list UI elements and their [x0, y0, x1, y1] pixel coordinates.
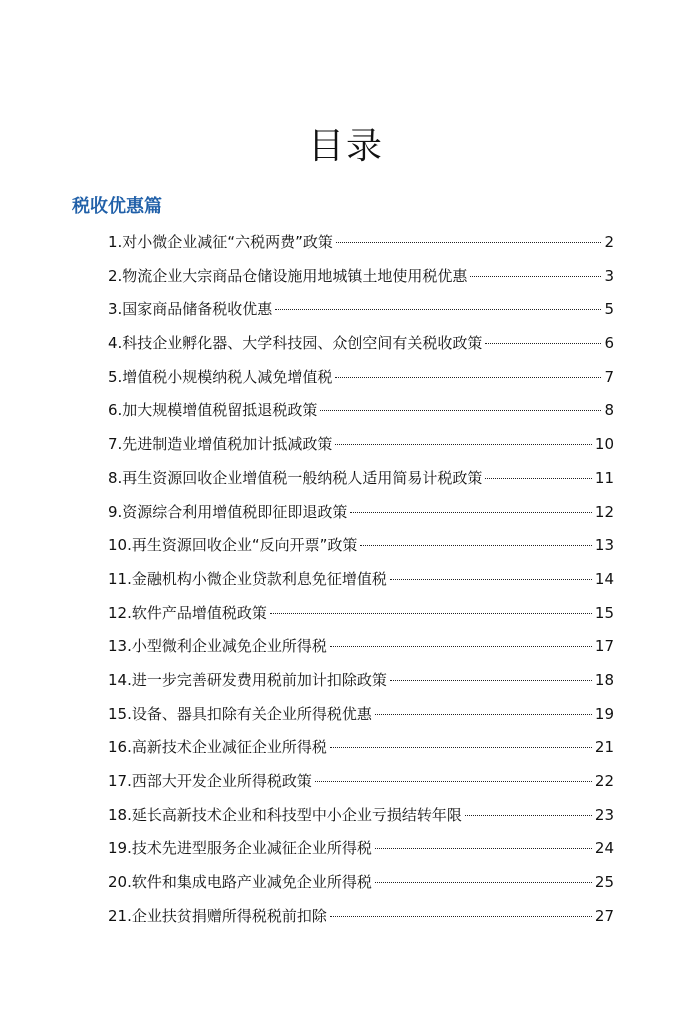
toc-leader-dots — [330, 916, 592, 917]
toc-entry[interactable] — [108, 799, 614, 833]
toc-entry-title: 6.加大规模增值税留抵退税政策 — [108, 401, 318, 420]
toc-leader-dots — [320, 410, 601, 411]
toc-leader-dots — [330, 646, 592, 647]
toc-entry-title: 1.对小微企业减征“六税两费”政策 — [108, 233, 333, 251]
toc-entry-title: 7.先进制造业增值税加计抵减政策 — [108, 435, 333, 454]
toc-leader-dots — [270, 613, 592, 614]
toc-entry[interactable] — [108, 529, 614, 563]
toc-entry-title: 8.再生资源回收企业增值税一般纳税人适用简易计税政策 — [108, 468, 483, 487]
toc-page-number: 2 — [604, 233, 614, 251]
toc-page-number: 11 — [594, 468, 614, 487]
toc-page-number: 23 — [594, 805, 614, 824]
toc-page-number: 8 — [604, 401, 614, 420]
toc-entry[interactable] — [108, 462, 614, 496]
toc-leader-dots — [485, 478, 592, 479]
toc-leader-dots — [375, 882, 592, 883]
toc-entry[interactable] — [108, 361, 614, 395]
toc-entry-title: 16.高新技术企业减征企业所得税 — [108, 738, 327, 757]
toc-entry[interactable] — [108, 630, 614, 664]
toc-leader-dots — [390, 680, 592, 681]
toc-entry-title: 5.增值税小规模纳税人减免增值税 — [108, 367, 333, 386]
toc-page-number: 19 — [594, 704, 614, 723]
toc-entry[interactable] — [108, 731, 614, 765]
toc-entry[interactable] — [108, 226, 614, 260]
toc-entry[interactable] — [108, 866, 614, 900]
toc-list — [108, 226, 614, 933]
toc-entry-title: 2.物流企业大宗商品仓储设施用地城镇土地使用税优惠 — [108, 266, 468, 285]
toc-page-number: 25 — [594, 873, 614, 892]
toc-page-number: 7 — [604, 367, 614, 386]
toc-leader-dots — [485, 343, 601, 344]
toc-entry-title: 14.进一步完善研发费用税前加计扣除政策 — [108, 670, 387, 689]
toc-entry-title: 12.软件产品增值税政策 — [108, 603, 267, 622]
toc-entry[interactable] — [108, 597, 614, 631]
toc-entry-title: 4.科技企业孵化器、大学科技园、众创空间有关税收政策 — [108, 334, 483, 353]
toc-page-number: 14 — [594, 569, 614, 588]
toc-page-number: 3 — [604, 266, 614, 285]
toc-leader-dots — [315, 781, 592, 782]
toc-page-number: 5 — [604, 300, 614, 319]
toc-entry[interactable] — [108, 293, 614, 327]
toc-leader-dots — [330, 747, 592, 748]
toc-page-number: 17 — [594, 637, 614, 656]
toc-entry-title: 9.资源综合利用增值税即征即退政策 — [108, 502, 348, 521]
toc-entry[interactable] — [108, 664, 614, 698]
toc-page-number: 22 — [594, 772, 614, 790]
toc-leader-dots — [375, 714, 592, 715]
toc-leader-dots — [465, 815, 592, 816]
toc-page-number: 24 — [594, 839, 614, 858]
toc-page-number: 13 — [594, 536, 614, 555]
toc-entry[interactable] — [108, 900, 614, 934]
toc-leader-dots — [470, 276, 601, 277]
toc-page-number: 27 — [594, 906, 614, 925]
toc-leader-dots — [275, 309, 601, 310]
toc-leader-dots — [390, 579, 592, 580]
toc-leader-dots — [335, 444, 592, 445]
toc-entry-title: 21.企业扶贫捐赠所得税税前扣除 — [108, 906, 327, 925]
toc-entry[interactable] — [108, 327, 614, 361]
toc-entry-title: 18.延长高新技术企业和科技型中小企业亏损结转年限 — [108, 805, 462, 824]
toc-entry[interactable] — [108, 428, 614, 462]
toc-leader-dots — [360, 545, 592, 546]
toc-entry-title: 13.小型微利企业减免企业所得税 — [108, 637, 327, 656]
toc-entry-title: 20.软件和集成电路产业减免企业所得税 — [108, 873, 372, 892]
toc-entry-title: 10.再生资源回收企业“反向开票”政策 — [108, 536, 358, 555]
toc-page-number: 12 — [594, 502, 614, 521]
toc-entry-title: 19.技术先进型服务企业减征企业所得税 — [108, 839, 372, 858]
toc-page-number: 10 — [594, 435, 614, 454]
section-heading: 税收优惠篇 — [72, 196, 162, 217]
toc-entry[interactable] — [108, 260, 614, 294]
toc-entry[interactable] — [108, 698, 614, 732]
toc-entry[interactable] — [108, 563, 614, 597]
page-title: 目录 — [307, 126, 384, 167]
toc-leader-dots — [350, 512, 592, 513]
toc-entry-title: 3.国家商品储备税收优惠 — [108, 300, 273, 319]
toc-page-number: 6 — [604, 334, 614, 353]
toc-page-number: 15 — [594, 603, 614, 622]
toc-entry[interactable] — [108, 832, 614, 866]
toc-page-number: 18 — [594, 670, 614, 689]
toc-entry-title: 15.设备、器具扣除有关企业所得税优惠 — [108, 704, 372, 723]
toc-leader-dots — [375, 848, 592, 849]
toc-leader-dots — [335, 377, 601, 378]
toc-page-number: 21 — [594, 738, 614, 757]
toc-entry[interactable] — [108, 496, 614, 530]
toc-entry-title: 17.西部大开发企业所得税政策 — [108, 772, 312, 790]
toc-entry[interactable] — [108, 394, 614, 428]
toc-entry-title: 11.金融机构小微企业贷款利息免征增值税 — [108, 569, 387, 588]
toc-leader-dots — [336, 242, 602, 243]
toc-entry[interactable] — [108, 765, 614, 799]
